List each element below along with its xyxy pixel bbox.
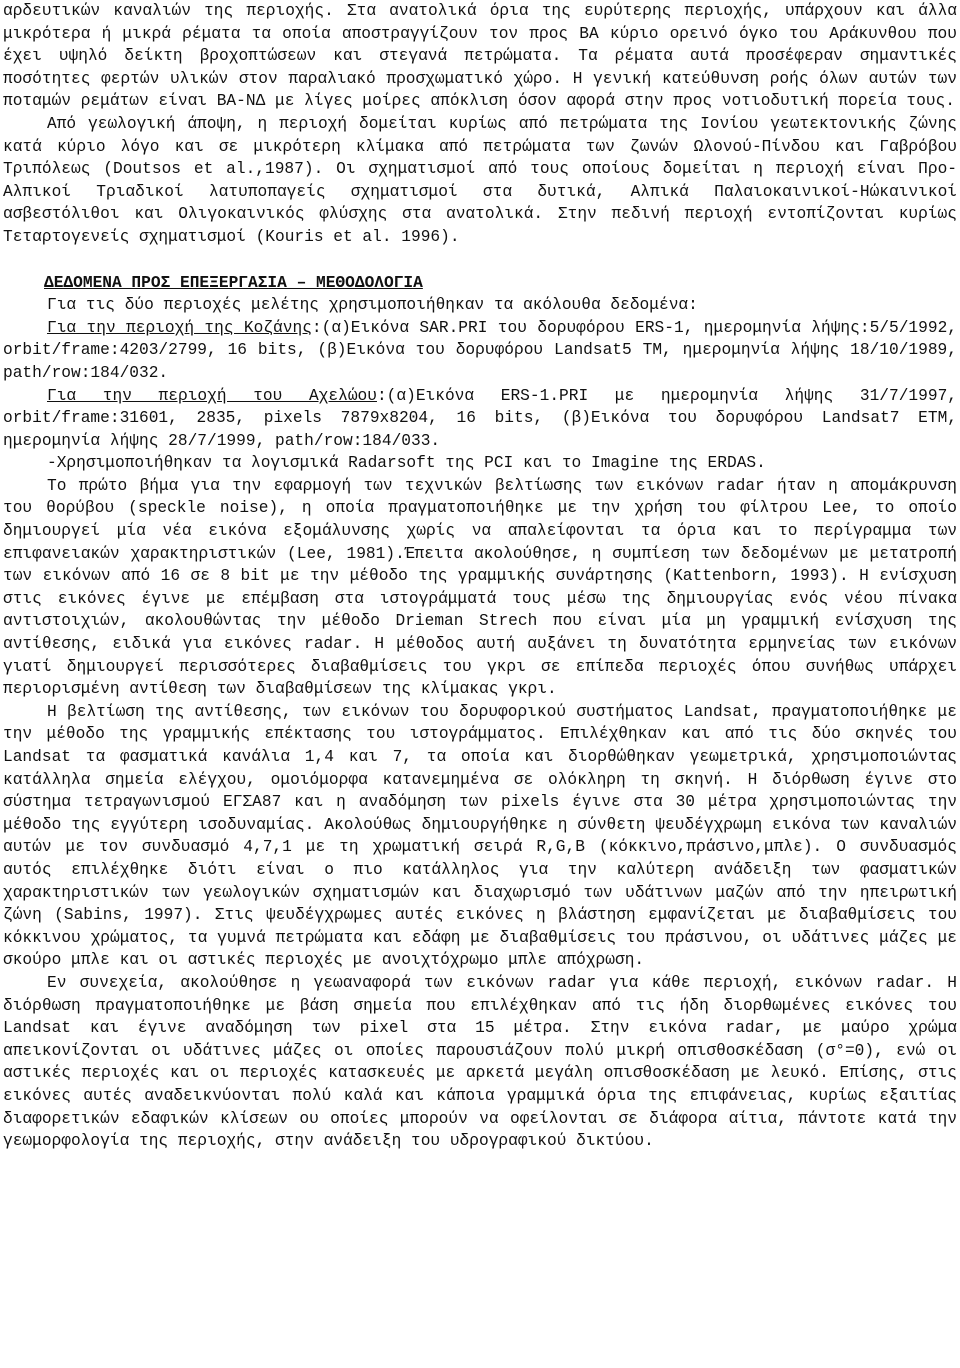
intro-paragraph-2: Από γεωλογική άποψη, η περιοχή δομείται κυρίως από πετρώματα της Ιονίου γεωτεκτονικής ζώνης κατά κύριο λόγο και σε μικρότερη κλίμακα από πετρώματα των ζωνών Ωλονού-Πίνδου και Γαβρόβου Τριπόλεως (Doutsos et al.,1987). Οι σχηματισμοί από τους οποίους δομείται η περιοχή είναι Προ-Αλπικοί Τριαδικοί λατυποπαγείς σχηματισμοί στα δυτικά, Αλπικά Παλαιοκαινικοί-Ηώκαινικοί ασβεστόλιθοι και Ολιγοκαινικός φλύσχης στα ανατολικά. Στην πεδινή περιοχή εντοπίζονται κυρίως Τεταρτογενείς σχηματισμοί (Kouris et al. 1996). — [3, 114, 957, 246]
intro-paragraph-1: αρδευτικών καναλιών της περιοχής. Στα ανατολικά όρια της ευρύτερης περιοχής, υπάρχουν και άλλα μικρότερα ή μικρά ρέματα τα οποία αποστραγγίζουν τον προς ΒΑ κύριο ορεινό όγκο του Αράκυνθου που έχει υψηλό δείκτη βροχοπτώσεων και στεγανά πετρώματα. Τα ρέματα αυτά προσέφεραν σημαντικές ποσότητες φερτών υλικών στον παραλιακό προσχωματικό χώρο. Η γενική κατεύθυνση ροής όλων αυτών των ποταμών ρεμάτων είναι ΒΑ-ΝΔ με λίγες μοίρες απόκλιση όσον αφορά στην προς νοτιοδυτική πορεία τους. — [3, 2, 957, 111]
section-heading: ΔΕΔΟΜΕΝΑ ΠΡΟΣ ΕΠΕΞΕΡΓΑΣΙΑ – ΜΕΘΟΔΟΛΟΓΙΑ — [44, 273, 423, 292]
kozani-text: :(α)Εικόνα SAR.PRI του δορυφόρου ERS-1, ημερομηνία λήψης:5/5/1992, orbit/frame:4203/2799, 16 bits, (β)Εικόνα του δορυφόρου Landsat5 TM, ημερομηνία λήψης 18/10/1989, path/row:184/032. — [3, 318, 957, 382]
kozani-label: Για την περιοχή της Κοζάνης — [47, 318, 312, 337]
data-intro: Για τις δύο περιοχές μελέτης χρησιμοποιήθηκαν τα ακόλουθα δεδομένα: — [47, 296, 698, 315]
kozani-data-paragraph — [3, 317, 957, 385]
acheloos-label: Για την περιοχή του Αχελώου — [47, 386, 377, 405]
acheloos-text: :(α)Εικόνα ERS-1.PRI με ημερομηνία λήψης 31/7/1997, orbit/frame:31601, 2835, pixels 7879x8204, 16 bits, (β)Εικόνα του δορυφόρου Landsat7 ETM, ημερομηνία λήψης 28/7/1999, path/row:184/033. — [3, 386, 957, 450]
software-line: -Χρησιμοποιήθηκαν τα λογισμικά Radarsoft της PCI και το Imagine της ERDAS. — [47, 454, 766, 473]
body-paragraph-radar-enhancement: Το πρώτο βήμα για την εφαρμογή των τεχνικών βελτίωσης των εικόνων radar ήταν η απομάκρυνση του θορύβου (speckle noise), η οποία πραγματοποιήθηκε με την χρήση του φίλτρου Lee, το οποίο δημιουργεί μία νέα εικόνα εξομάλυνσης χωρίς να απαλείφονται τα όρια και το περίγραμμα των επιφανειακών χαρακτηριστικών (Lee, 1981).Έπειτα ακολούθησε, η συμπίεση των δεδομένων με μετατροπή των εικόνων από 16 σε 8 bit με την μέθοδο της γραμμικής συνάρτησης (Kattenborn, 1993). Η ενίσχυση στις εικόνες έγινε με επέμβαση στα ιστογράμματά τους μέσω της δημιουργίας ενός νέου πίνακα αντιστοιχιών, ακολουθώντας την μέθοδο Drieman Strech που είναι μία μη γραμμική ενίσχυση της αντίθεσης, ειδικά για εικόνες radar. Η μέθοδος αυτή αυξάνει τη δυνατότητα ερμηνείας των εικόνων γιατί δημιουργεί περισσότερες διαβαθμίσεις του γκρι σε επίπεδα περιοχές όπου συνήθως υπάρχει περιορισμένη αντίθεση των διαβαθμίσεων της κλίμακας γκρι. — [3, 476, 957, 699]
acheloos-data-paragraph — [3, 385, 957, 453]
body-paragraph-landsat: Η βελτίωση της αντίθεσης, των εικόνων του δορυφορικού συστήματος Landsat, πραγματοποιήθηκε με την μέθοδο της γραμμικής επέκτασης του ιστογράμματος. Επιλέχθηκαν και από τις δύο σκηνές του Landsat τα φασματικά κανάλια 1,4 και 7, τα οποία και διορθώθηκαν γεωμετρικά, χρησιμοποιώντας κατάλληλα σημεία ελέγχου, ομοιόμορφα κατανεμημένα σε ολόκληρη τη σκηνή. Η διόρθωση έγινε στο σύστημα τετραγωνισμού ΕΓΣΑ87 και η αναδόμηση των pixels έγινε στα 30 μέτρα χρησιμοποιώντας την μέθοδο της εγγύτερη ισοδυναμίας. Ακολούθως δημιουργήθηκε η σύνθετη ψευδέγχρωμη εικόνα των καναλιών αυτών με τον συνδυασμό 4,7,1 με τη χρωματική σειρά R,G,B (κόκκινο,πράσινο,μπλε). Ο συνδυασμός αυτός επιλέχθηκε διότι είναι ο πιο κατάλληλος για την καλύτερη ανάδειξη των φασματικών χαρακτηριστικών των γεωλογικών σχηματισμών και διαχωρισμό των υδάτινων μαζών από την ηπειρωτική ζώνη (Sabins, 1997). Στις ψευδέγχρωμες αυτές εικόνες η βλάστηση εμφανίζεται με διαβαθμίσεις του κόκκινου χρώματος, τα γυμνά πετρώματα και εδάφη με διαβαθμίσεις του πράσινου, οι υδάτινες μάζες με σκούρο μπλε και οι αστικές περιοχές με ανοιχτόχρωμο μπλε απόχρωση. — [3, 702, 957, 970]
body-paragraph-georeference: Εν συνεχεία, ακολούθησε η γεωαναφορά των εικόνων radar για κάθε περιοχή, εικόνων radar. Η διόρθωση πραγματοποιήθηκε με βάση σημεία που επιλέχθηκαν από τις ήδη διορθωμένες εικόνες του Landsat και έγινε αναδόμηση των pixel στα 15 μέτρα. Στην εικόνα radar, με μαύρο χρώμα απεικονίζονται οι υδάτινες μάζες οι οποίες παρουσιάζουν πολύ μικρή οπισθοσκέδαση (σ°=0), ενώ οι αστικές περιοχές και οι περιοχές κατασκευές με αρκετά μεγάλη οπισθοσκέδαση με λευκό. Επίσης, στις εικόνες αυτές αναδεικνύονται πολύ καλά και κάποια γραμμικά όρια της επιφάνειας, κυρίως εξαιτίας διαφορετικών εδαφικών κλίσεων ου οποίες μπορούν να οφείλονται σε διάφορα αίτια, πάντοτε κατά την γεωμορφολογία της περιοχής, στην ανάδειξη του υδρογραφικού δικτύου. — [3, 973, 957, 1151]
